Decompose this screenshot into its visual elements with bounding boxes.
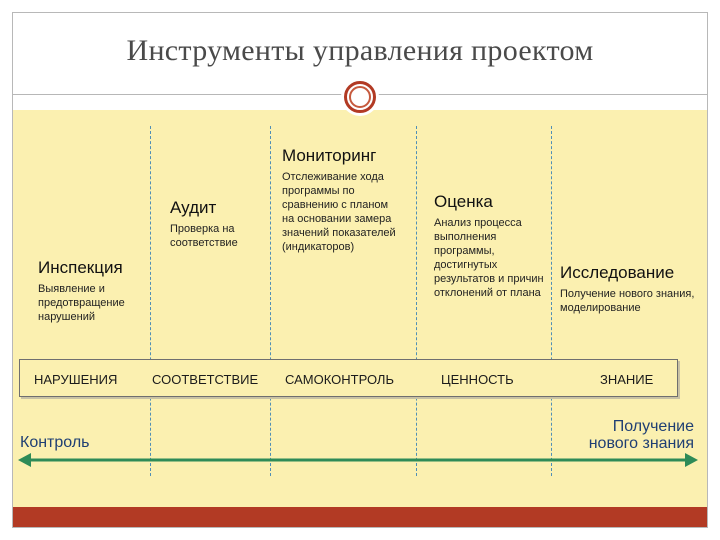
column-research (560, 263, 700, 315)
level-label: САМОКОНТРОЛЬ (285, 372, 394, 387)
column-heading: Аудит (170, 198, 217, 217)
column-evaluation (434, 192, 548, 300)
level-label: НАРУШЕНИЯ (34, 372, 118, 387)
axis-right-label (560, 418, 694, 452)
bottom-accent-bar (13, 507, 707, 527)
ring-ornament-icon (341, 78, 379, 116)
column-audit (170, 198, 268, 250)
column-heading: Исследование (560, 263, 675, 282)
column-heading: Оценка (434, 192, 493, 211)
level-label: ЦЕННОСТЬ (441, 372, 514, 387)
axis-left-label: Контроль (20, 434, 90, 451)
column-inspection (38, 258, 148, 324)
column-divider (416, 126, 417, 476)
double-arrow-icon (18, 452, 698, 468)
column-description: Выявление и предотвращение нарушений (38, 283, 125, 323)
column-heading: Инспекция (38, 258, 123, 277)
column-monitoring (282, 146, 402, 254)
column-divider (270, 126, 271, 476)
column-heading: Мониторинг (282, 146, 377, 165)
column-description: Проверка на соответствие (170, 223, 238, 249)
column-divider (551, 126, 552, 476)
column-description: Анализ процесса выполнения программы, достигнутых результатов и причин отклонений от плана (434, 217, 544, 299)
axis-right-label-line: нового знания (588, 435, 694, 452)
axis-right-label-line: Получение (612, 418, 694, 435)
column-divider (150, 126, 151, 476)
column-description: Отслеживание хода программы по сравнению с планом на основании замера значений показателей (индикаторов) (282, 171, 396, 253)
column-description: Получение нового знания, моделирование (560, 288, 695, 314)
level-label: СООТВЕТСТВИЕ (152, 372, 259, 387)
level-label: ЗНАНИЕ (600, 372, 654, 387)
slide-title: Инструменты управления проектом (126, 34, 594, 67)
